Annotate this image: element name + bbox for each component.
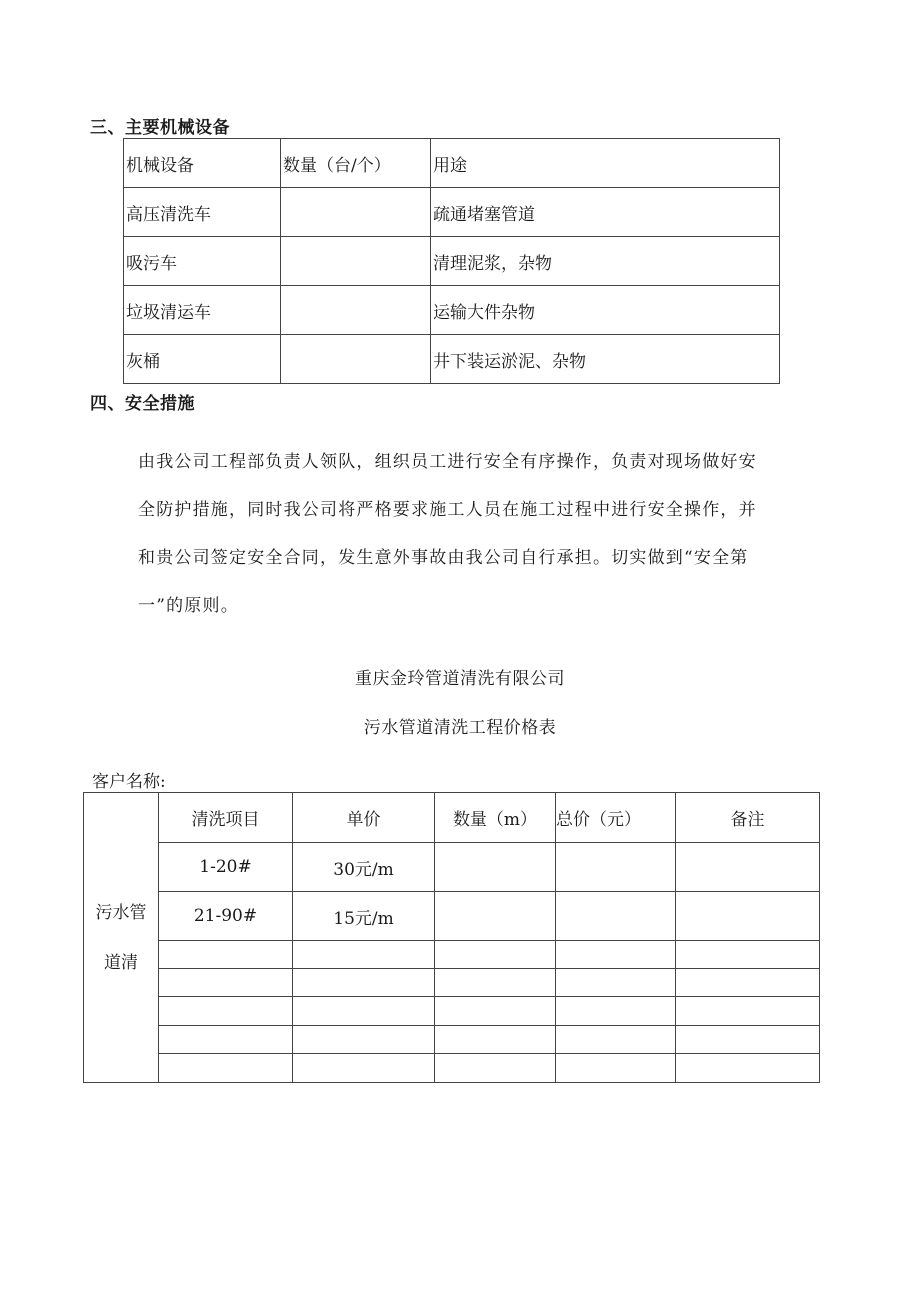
total-cell: [556, 843, 676, 892]
header-cell: 总价（元）: [556, 793, 676, 843]
equipment-purpose: 疏通堵塞管道: [431, 188, 780, 237]
item-cell: [159, 1026, 293, 1054]
unit-price-cell: [293, 1054, 435, 1083]
table-row: [124, 237, 780, 286]
price-table-header-row: [84, 793, 820, 843]
equipment-table: [123, 138, 780, 384]
header-cell: 数量（台/个）: [281, 139, 431, 188]
header-cell: 清洗项目: [159, 793, 293, 843]
remark-cell: [676, 892, 820, 941]
item-cell: 1-20#: [159, 843, 293, 892]
table-row: [124, 188, 780, 237]
paragraph-line: 由我公司工程部负责人领队，组织员工进行安全有序操作，负责对现场做好安: [138, 452, 757, 472]
equipment-quantity: [281, 188, 431, 237]
header-cell: 数量（m）: [435, 793, 556, 843]
item-cell: 21-90#: [159, 892, 293, 941]
paragraph-line: 一”的原则。: [138, 596, 239, 616]
total-cell: [556, 941, 676, 969]
item-cell: [159, 997, 293, 1026]
section-4-heading: 四、安全措施: [90, 394, 195, 414]
remark-cell: [676, 1054, 820, 1083]
quantity-cell: [435, 1026, 556, 1054]
equipment-quantity: [281, 237, 431, 286]
quantity-cell: [435, 892, 556, 941]
customer-name-label: 客户名称:: [92, 772, 166, 792]
quantity-cell: [435, 1054, 556, 1083]
equipment-name: 垃圾清运车: [124, 286, 281, 335]
table-row: [84, 941, 820, 969]
unit-price-cell: [293, 997, 435, 1026]
total-cell: [556, 997, 676, 1026]
item-cell: [159, 941, 293, 969]
equipment-purpose: 清理泥浆，杂物: [431, 237, 780, 286]
total-cell: [556, 1054, 676, 1083]
quantity-cell: [435, 969, 556, 997]
equipment-purpose: 运输大件杂物: [431, 286, 780, 335]
header-cell: 用途: [431, 139, 780, 188]
table-row: [84, 1054, 820, 1083]
category-cell: [84, 793, 159, 1083]
remark-cell: [676, 997, 820, 1026]
unit-price-cell: 30元/m: [293, 843, 435, 892]
unit-price-cell: 15元/m: [293, 892, 435, 941]
table-row: [84, 969, 820, 997]
item-cell: [159, 1054, 293, 1083]
company-name: 重庆金玲管道清洗有限公司: [355, 669, 565, 689]
table-row: [84, 1026, 820, 1054]
header-cell: 机械设备: [124, 139, 281, 188]
table-row: [84, 997, 820, 1026]
category-label-line: 道清: [104, 952, 138, 973]
unit-price-cell: [293, 1026, 435, 1054]
quantity-cell: [435, 997, 556, 1026]
table-row: [124, 335, 780, 384]
quantity-cell: [435, 941, 556, 969]
equipment-purpose: 井下装运淤泥、杂物: [431, 335, 780, 384]
total-cell: [556, 1026, 676, 1054]
category-label-line: 污水管: [95, 902, 147, 923]
safety-paragraph: [138, 438, 858, 630]
equipment-quantity: [281, 335, 431, 384]
equipment-name: 吸污车: [124, 237, 281, 286]
total-cell: [556, 892, 676, 941]
header-cell: 单价: [293, 793, 435, 843]
item-cell: [159, 969, 293, 997]
header-cell: 备注: [676, 793, 820, 843]
section-3-heading: 三、主要机械设备: [90, 118, 230, 138]
equipment-table-header-row: [124, 139, 780, 188]
price-table: [83, 792, 820, 1083]
quantity-cell: [435, 843, 556, 892]
unit-price-cell: [293, 941, 435, 969]
remark-cell: [676, 941, 820, 969]
remark-cell: [676, 1026, 820, 1054]
remark-cell: [676, 843, 820, 892]
equipment-quantity: [281, 286, 431, 335]
remark-cell: [676, 969, 820, 997]
table-row: [84, 843, 820, 892]
total-cell: [556, 969, 676, 997]
paragraph-line: 全防护措施，同时我公司将严格要求施工人员在施工过程中进行安全操作，并: [138, 500, 757, 520]
equipment-name: 灰桶: [124, 335, 281, 384]
unit-price-cell: [293, 969, 435, 997]
table-row: [124, 286, 780, 335]
paragraph-line: 和贵公司签定安全合同，发生意外事故由我公司自行承担。切实做到“安全第: [138, 548, 749, 568]
equipment-name: 高压清洗车: [124, 188, 281, 237]
table-row: [84, 892, 820, 941]
price-sheet-title: 污水管道清洗工程价格表: [363, 718, 557, 738]
